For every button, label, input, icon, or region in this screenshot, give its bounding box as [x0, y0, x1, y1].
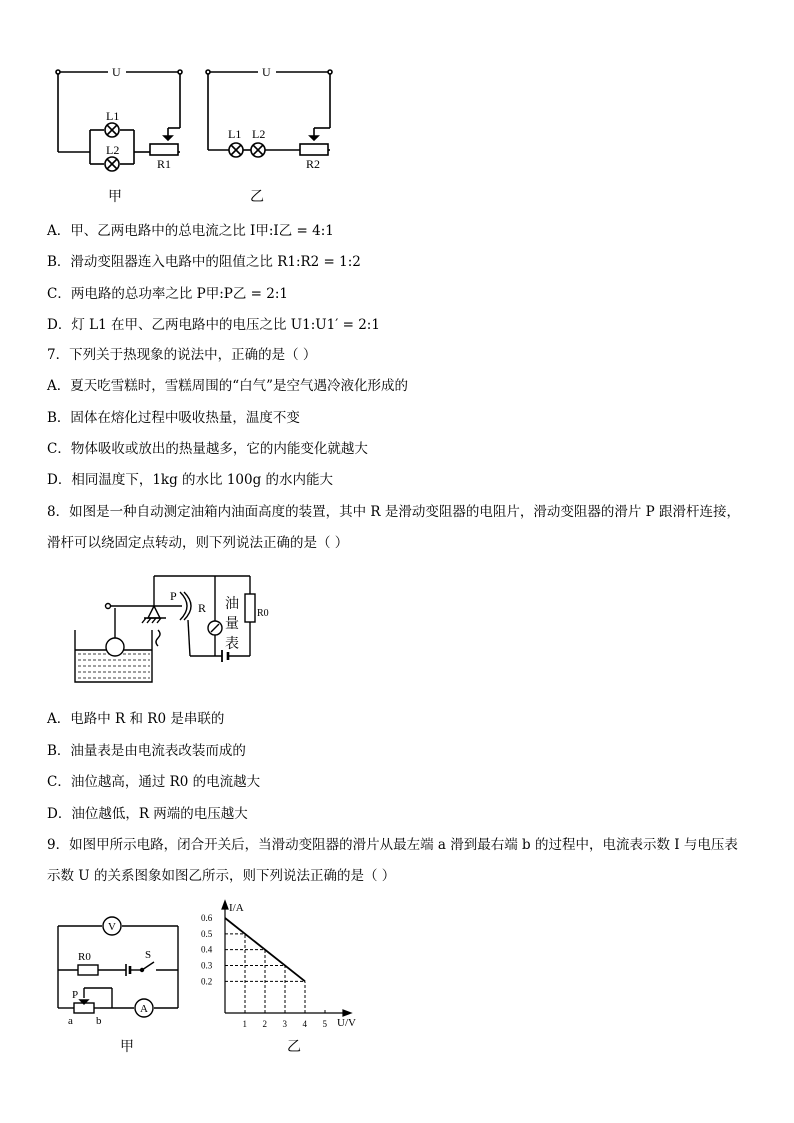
x-tick-label: 3	[282, 1019, 287, 1029]
q7-stem: 7．下列关于热现象的说法中，正确的是（ ）	[47, 347, 317, 363]
q8-oil-gauge-figure	[70, 570, 290, 690]
y-tick-label: 0.4	[201, 944, 213, 955]
q9-caption-jia: 甲	[120, 1039, 134, 1055]
y-axis-arrow	[222, 901, 228, 909]
q8-option-c: C．油位越高，通过 R0 的电流越大	[47, 774, 261, 790]
q7-option-b: B．固体在熔化过程中吸收热量，温度不变	[47, 410, 300, 426]
q8-fig-P-label: P	[170, 589, 177, 603]
chart-ylabel: I/A	[229, 902, 244, 914]
q6-option-c: C．两电路的总功率之比 P甲:P乙 = 2:1	[47, 286, 288, 302]
fig6-caption-yi: 乙	[250, 189, 264, 205]
q8-fig-meter-char1: 油	[225, 597, 239, 612]
fig6-jia-L1-label: L1	[106, 109, 120, 123]
chart-xlabel: U/V	[337, 1017, 356, 1029]
q7-option-c: C．物体吸收或放出的热量越多，它的内能变化就越大	[47, 441, 368, 457]
q8-option-b: B．油量表是由电流表改装而成的	[47, 743, 246, 759]
fig6-jia-L2-label: L2	[106, 143, 120, 157]
q8-fig-meter-char3: 表	[225, 637, 239, 652]
q8-option-a: A．电路中 R 和 R0 是串联的	[47, 711, 225, 727]
q9-fig-b-label: b	[96, 1015, 102, 1027]
q9-fig-A-label: A	[140, 1003, 148, 1015]
q9-fig-S-label: S	[145, 949, 152, 961]
q8-fig-R-label: R	[198, 601, 207, 615]
q8-stem-line2: 滑杆可以绕固定点转动，则下列说法正确的是（ ）	[47, 535, 349, 551]
x-tick-label: 1	[242, 1019, 247, 1029]
q9-fig-a-label: a	[68, 1015, 73, 1027]
fig6-jia-R1-label: R1	[157, 157, 172, 171]
fig6-yi-R2-label: R2	[306, 157, 321, 171]
y-tick-label: 0.3	[201, 960, 213, 971]
q8-fig-meter-char2: 量	[225, 617, 239, 632]
fig6-yi-U-label: U	[262, 65, 271, 79]
q8-option-d: D．油位越低，R 两端的电压越大	[47, 806, 248, 822]
x-tick-label: 5	[322, 1019, 327, 1029]
q9-fig-P-label: P	[72, 989, 79, 1001]
fig6-yi-L2-label: L2	[252, 127, 266, 141]
y-tick-label: 0.6	[201, 913, 213, 923]
q9-stem-line1: 9．如图甲所示电路，闭合开关后，当滑动变阻器的滑片从最左端 a 滑到最右端 b 的过程中，电流表示数 I 与电压表	[47, 837, 738, 853]
q7-option-d: D．相同温度下，1kg 的水比 100g 的水内能大	[47, 472, 334, 488]
q9-caption-yi: 乙	[287, 1039, 301, 1055]
fig6-yi-L1-label: L1	[228, 127, 242, 141]
q9-fig-R0-label: R0	[78, 951, 91, 963]
q8-stem-line1: 8．如图是一种自动测定油箱内油面高度的装置，其中 R 是滑动变阻器的电阻片，滑动变阻器的滑片 P 跟滑杆连接，	[47, 504, 741, 520]
x-axis-arrow	[343, 1010, 351, 1016]
q7-option-a: A．夏天吃雪糕时，雪糕周围的“白气”是空气遇冷液化形成的	[47, 378, 409, 394]
q6-option-d: D．灯 L1 在甲、乙两电路中的电压之比 U1:U1′ = 2:1	[47, 317, 380, 333]
fig6-jia-U-label: U	[112, 65, 121, 79]
y-tick-label: 0.2	[201, 976, 213, 987]
q9-stem-line2: 示数 U 的关系图象如图乙所示，则下列说法正确的是（ ）	[47, 868, 396, 884]
x-tick-label: 4	[302, 1019, 307, 1029]
q9-circuit-jia	[50, 912, 190, 1032]
q6-circuit-figure	[50, 60, 350, 210]
q9-fig-V-label: V	[108, 921, 116, 933]
x-tick-label: 2	[262, 1019, 267, 1029]
y-tick-label: 0.5	[201, 928, 213, 939]
fig6-caption-jia: 甲	[108, 189, 122, 205]
q6-option-b: B．滑动变阻器连入电路中的阻值之比 R1:R2 = 1:2	[47, 254, 361, 270]
q8-fig-R0-label: R0	[257, 608, 269, 619]
q9-iu-chart	[195, 895, 365, 1035]
q6-option-a: A．甲、乙两电路中的总电流之比 I甲:I乙 = 4:1	[47, 223, 334, 239]
